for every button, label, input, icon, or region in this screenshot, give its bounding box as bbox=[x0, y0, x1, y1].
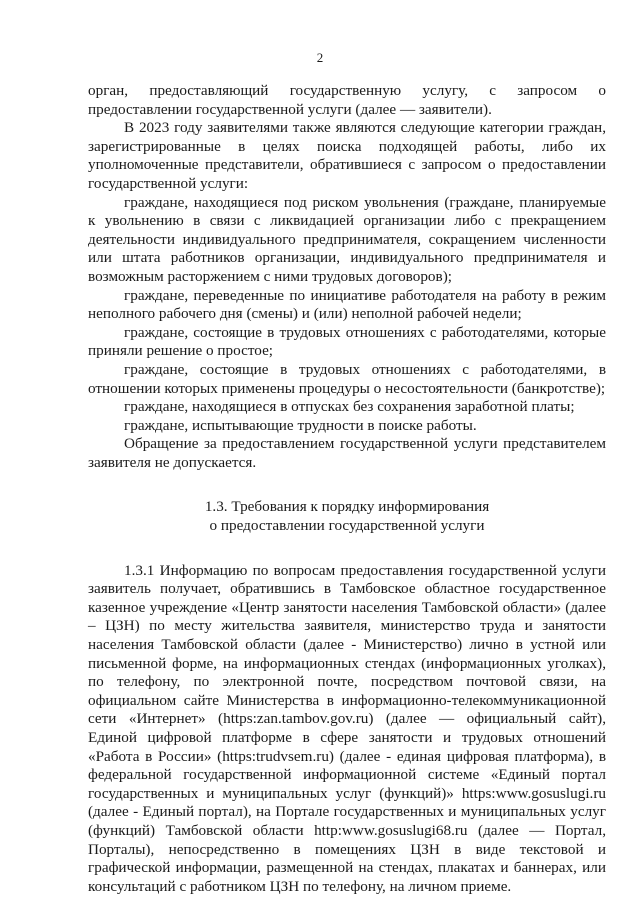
section-heading bbox=[88, 498, 606, 535]
document-body bbox=[88, 82, 606, 896]
paragraphs-top bbox=[88, 82, 606, 472]
paragraph: Обращение за предоставлением государственной услуги представителем заявителя не допускается. bbox=[88, 435, 606, 471]
paragraph: орган, предоставляющий государственную услугу, с запросом о предоставлении государственной услуги (далее — заявители). bbox=[88, 82, 606, 118]
paragraph: граждане, испытывающие трудности в поиске работы. bbox=[124, 416, 477, 434]
paragraph: граждане, находящиеся под риском увольнения (граждане, планируемые к увольнению в связи с ликвидацией организации либо с прекращением деятельности индивидуального предпринимателя, сокращением численности или штата работников организации, индивидуального предпринимателя и возможным расторжением с ними трудовых договоров); bbox=[88, 193, 606, 285]
paragraph: В 2023 году заявителями также являются следующие категории граждан, зарегистрированные в целях поиска подходящей работы, либо их уполномоченные представители, обратившиеся с запросом о предоставлении государственной услуги: bbox=[88, 119, 606, 192]
paragraph: граждане, состоящие в трудовых отношениях с работодателями, в отношении которых применены процедуры о несостоятельности (банкротстве); bbox=[88, 360, 606, 397]
section-heading-line2: о предоставлении государственной услуги bbox=[209, 517, 485, 535]
paragraph: граждане, находящиеся в отпусках без сохранения заработной платы; bbox=[124, 398, 575, 416]
page-number: 2 bbox=[316, 50, 324, 65]
paragraph: 1.3.1 Информацию по вопросам предоставления государственной услуги заявитель получает, обратившись в Тамбовское областное государственное казенное учреждение «Центр занятости населения Тамбовской области» (далее – ЦЗН) по месту жительства заявителя, министерство труда и занятости населения Тамбовской области (далее - Министерство) лично в устной или письменной форме, на информационных стендах (информационных уголках), по телефону, по электронной почте, посредством почтовой связи, на официальном сайте Министерства в информационно-телекоммуникационной сети «Интернет» (https:zan.tambov.gov.ru) (далее — официальный сайт), Единой цифровой платформе в сфере занятости и трудовых отношений «Работа в России» (https:trudvsem.ru) (далее - единая цифровая платформа), в федеральной государственной информационной системе «Единый портал государственных и муниципальных услуг (функций)» https:www.gosuslugi.ru (далее - Единый портал), на Портале государственных и муниципальных услуг (функций) Тамбовской области http:www.gosuslugi68.ru (далее — Портал, Порталы), непосредственно в помещениях ЦЗН в виде текстовой и графической информации, размещенной на стендах, плакатах и баннерах, или консультаций с работником ЦЗН по телефону, на личном приеме. bbox=[88, 561, 606, 895]
section-heading-line1: 1.3. Требования к порядку информирования bbox=[204, 498, 490, 516]
paragraph: граждане, состоящие в трудовых отношениях с работодателями, которые приняли решение о простое; bbox=[88, 323, 606, 360]
paragraphs-bottom bbox=[88, 562, 606, 897]
paragraph: граждане, переведенные по инициативе работодателя на работу в режим неполного рабочего дня (смены) и (или) неполной рабочей недели; bbox=[88, 286, 606, 323]
